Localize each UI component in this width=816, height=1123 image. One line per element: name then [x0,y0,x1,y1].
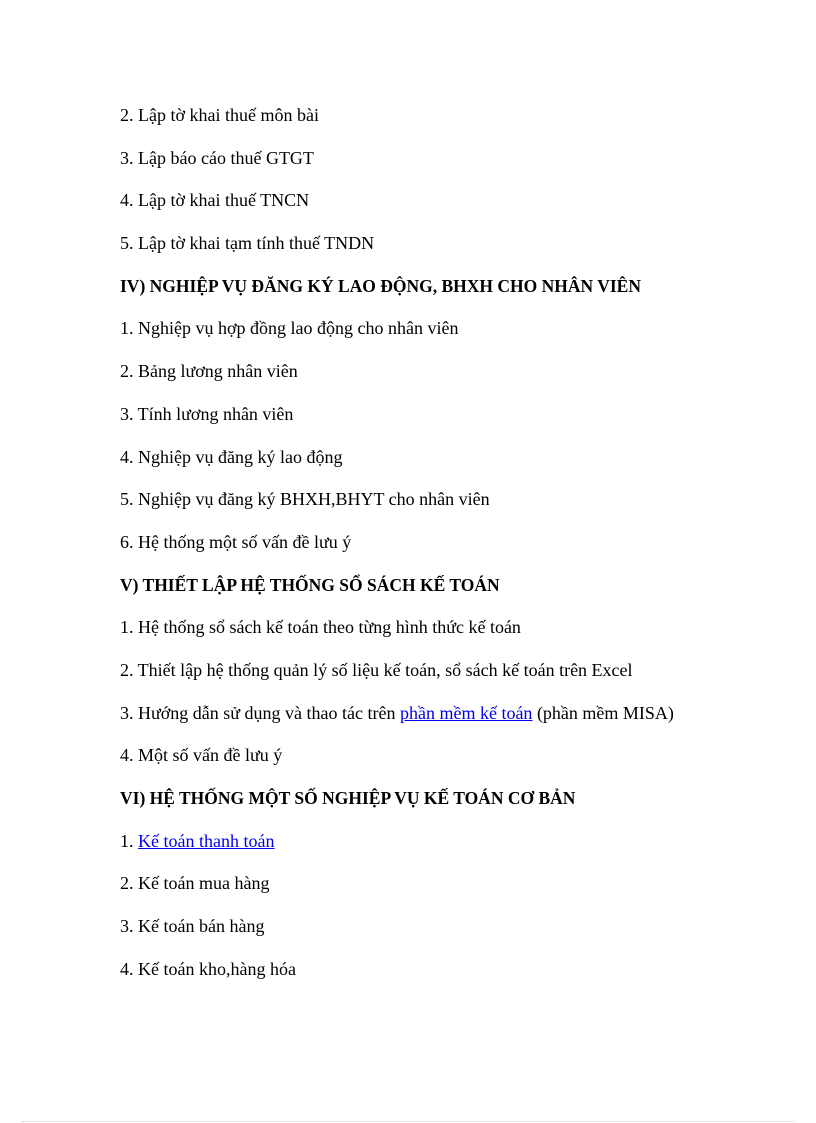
list-item: 4. Kế toán kho,hàng hóa [120,958,296,979]
list-item-payment [120,826,760,869]
misa-line-suffix: (phần mềm MISA) [532,702,674,723]
document-content [120,100,760,996]
list-item: 4. Lập tờ khai thuế TNCN [120,190,310,211]
accounting-software-link[interactable]: phần mềm kế toán [399,702,533,723]
list-item: 3. Kế toán bán hàng [120,916,265,937]
list-item: 2. Kế toán mua hàng [120,873,270,894]
list-item: 3. Lập báo cáo thuế GTGT [120,147,314,168]
list-item: 5. Nghiệp vụ đăng ký BHXH,BHYT cho nhân viên [120,489,490,510]
list-item: 2. Bảng lương nhân viên [120,361,298,382]
section-heading-vi: VI) HỆ THỐNG MỘT SỐ NGHIỆP VỤ KẾ TOÁN CƠ BẢN [120,788,576,808]
list-item: 6. Hệ thống một số vấn đề lưu ý [120,531,352,552]
list-item-misa [120,698,760,741]
list-item: 2. Lập tờ khai thuế môn bài [120,105,319,125]
list-item: 5. Lập tờ khai tạm tính thuế TNDN [120,233,375,254]
section-heading-iv: IV) NGHIỆP VỤ ĐĂNG KÝ LAO ĐỘNG, BHXH CHO NHÂN VIÊN [120,275,641,296]
list-item: 4. Nghiệp vụ đăng ký lao động [120,446,343,467]
page-bottom-divider [22,1121,794,1122]
list-item: 4. Một số vấn đề lưu ý [120,745,283,766]
payment-line-prefix: 1. [120,830,138,851]
list-item: 1. Nghiệp vụ hợp đồng lao động cho nhân viên [120,318,459,339]
section-heading-v: V) THIẾT LẬP HỆ THỐNG SỔ SÁCH KẾ TOÁN [120,574,500,595]
list-item: 1. Hệ thống sổ sách kế toán theo từng hình thức kế toán [120,617,521,638]
list-item: 2. Thiết lập hệ thống quản lý số liệu kế toán, sổ sách kế toán trên Excel [120,659,633,680]
payment-accounting-link[interactable]: Kế toán thanh toán [138,830,275,851]
misa-line-prefix: 3. Hướng dẫn sử dụng và thao tác trên [120,702,400,723]
list-item: 3. Tính lương nhân viên [120,403,294,424]
